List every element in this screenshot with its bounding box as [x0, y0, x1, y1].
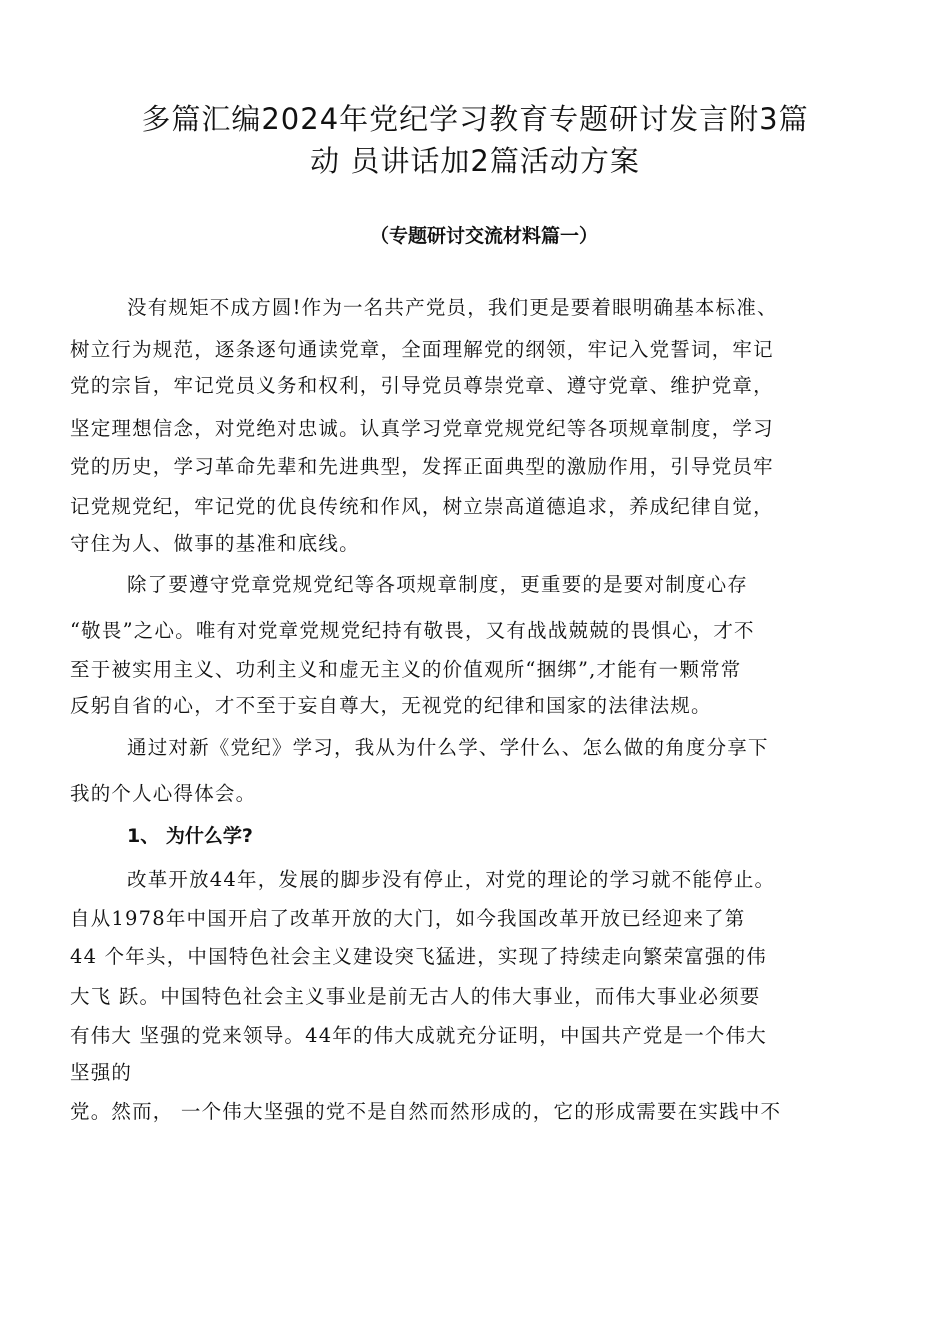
paragraph-line: “敬畏”之心。唯有对党章党规党纪持有敬畏，又有战战兢兢的畏惧心，才不 — [70, 619, 755, 642]
paragraph-line: 反躬自省的心，才不至于妄自尊大，无视党的纪律和国家的法律法规。 — [70, 694, 712, 717]
paragraph-line: 党。然而， 一个伟大坚强的党不是自然而然形成的，它的形成需要在实践中不 — [70, 1100, 782, 1123]
paragraph-line: 通过对新《党纪》学习，我从为什么学、学什么、怎么做的角度分享下 — [127, 736, 769, 759]
document-title — [60, 98, 890, 182]
paragraph-line: 大飞 跃。中国特色社会主义事业是前无古人的伟大事业，而伟大事业必须要 — [70, 985, 761, 1008]
paragraph-line: 树立行为规范，逐条逐句通读党章，全面理解党的纲领，牢记入党誓词，牢记 — [70, 338, 774, 361]
title-line-1: 多篇汇编2024年党纪学习教育专题研讨发言附3篇 — [141, 102, 809, 136]
paragraph-line: 44 个年头，中国特色社会主义建设突飞猛进，实现了持续走向繁荣富强的伟 — [70, 945, 768, 968]
paragraph-line: 我的个人心得体会。 — [70, 782, 257, 805]
paragraph-line: 有伟大 坚强的党来领导。44年的伟大成就充分证明，中国共产党是一个伟大 — [70, 1024, 768, 1047]
paragraph-line: 守住为人、做事的基准和底线。 — [70, 532, 360, 555]
paragraph-line: 记党规党纪，牢记党的优良传统和作风，树立崇高道德追求，养成纪律自觉， — [70, 495, 774, 518]
paragraph-line: 党的历史，学习革命先辈和先进典型，发挥正面典型的激励作用，引导党员牢 — [70, 455, 774, 478]
paragraph-line: 没有规矩不成方圆!作为一名共产党员，我们更是要着眼明确基本标准、 — [127, 296, 778, 319]
paragraph-line: 坚强的 — [70, 1061, 133, 1084]
section-subtitle: （专题研讨交流材料篇一） — [370, 225, 599, 247]
title-line-2: 动 员讲话加2篇活动方案 — [310, 144, 640, 178]
paragraph-line: 自从1978年中国开启了改革开放的大门，如今我国改革开放已经迎来了第 — [70, 907, 746, 930]
paragraph-line: 改革开放44年，发展的脚步没有停止，对党的理论的学习就不能停止。 — [127, 868, 776, 891]
paragraph-line: 至于被实用主义、功利主义和虚无主义的价值观所“捆绑”,才能有一颗常常 — [70, 658, 742, 681]
paragraph-line: 党的宗旨，牢记党员义务和权利，引导党员尊崇党章、遵守党章、维护党章， — [70, 374, 774, 397]
paragraph-line: 坚定理想信念，对党绝对忠诚。认真学习党章党规党纪等各项规章制度，学习 — [70, 417, 774, 440]
section-heading: 1、 为什么学? — [127, 825, 253, 847]
paragraph-line: 除了要遵守党章党规党纪等各项规章制度，更重要的是要对制度心存 — [127, 573, 749, 596]
